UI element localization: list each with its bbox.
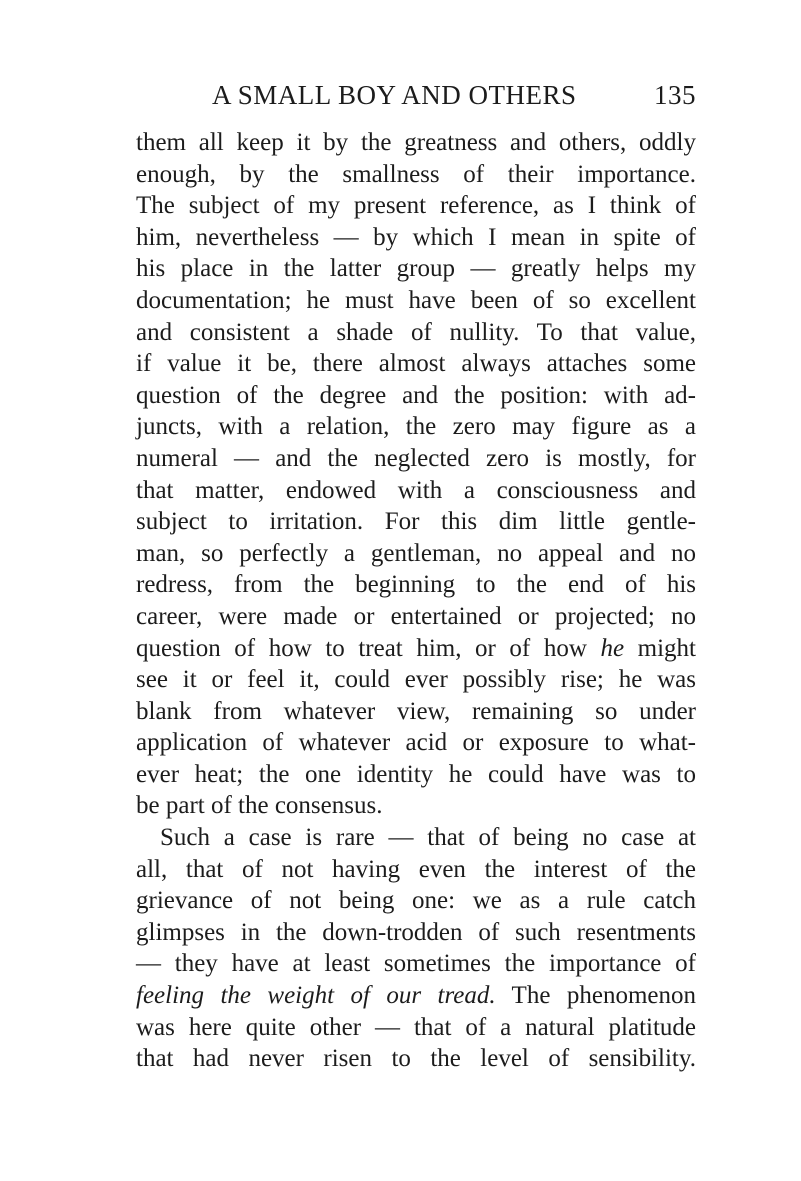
text-line: numeral — and the neglected zero is mostly, for	[136, 444, 696, 472]
text-line: and consistent a shade of nullity. To that value,	[136, 318, 696, 346]
body-text	[136, 127, 696, 1075]
text-line: career, were made or entertained or projected; no	[136, 602, 696, 630]
text-line: question of the degree and the position: with ad-	[136, 381, 696, 409]
text-line: that had never risen to the level of sensibility.	[136, 1045, 696, 1073]
text-line: juncts, with a relation, the zero may figure as a	[136, 413, 696, 441]
running-title: A SMALL BOY AND OTHERS	[212, 80, 577, 110]
italic-word: he	[600, 634, 625, 662]
text-line: if value it be, there almost always attaches some	[136, 350, 696, 378]
text-line: his place in the latter group — greatly helps my	[136, 255, 696, 283]
page-number: 135	[654, 80, 696, 110]
text-segment: might	[624, 634, 696, 662]
text-line: all, that of not having even the interest of the	[136, 855, 696, 883]
text-line: be part of the consensus.	[136, 792, 383, 820]
text-line: subject to irritation. For this dim little gentle-	[136, 508, 696, 536]
paragraph-1	[136, 127, 696, 822]
text-line: — they have at least sometimes the importance of	[136, 950, 696, 978]
text-line: was here quite other — that of a natural platitude	[136, 1013, 696, 1041]
text-line: see it or feel it, could ever possibly rise; he was	[136, 666, 696, 694]
text-line: glimpses in the down-trodden of such resentments	[136, 918, 696, 946]
text-segment: The phenomenon	[495, 982, 696, 1010]
text-line: The subject of my present reference, as I think of	[136, 192, 696, 220]
text-segment: question of how to treat him, or of how	[136, 634, 601, 662]
italic-phrase: feeling the weight of our tread.	[136, 982, 496, 1010]
text-line-with-italic	[136, 633, 696, 665]
text-line: Such a case is rare — that of being no case at	[160, 824, 696, 852]
text-line-with-italic	[136, 980, 696, 1012]
text-line: man, so perfectly a gentleman, no appeal and no	[136, 539, 696, 567]
paragraph-2	[136, 822, 696, 1075]
text-line: grievance of not being one: we as a rule catch	[136, 887, 696, 915]
text-line: redress, from the beginning to the end of his	[136, 571, 696, 599]
running-head	[136, 78, 696, 112]
text-line: blank from whatever view, remaining so under	[136, 697, 696, 725]
text-line: enough, by the smallness of their importance.	[136, 160, 696, 188]
text-line: documentation; he must have been of so excellent	[136, 286, 696, 314]
text-line: him, nevertheless — by which I mean in spite of	[136, 223, 696, 251]
text-line: them all keep it by the greatness and others, oddly	[136, 129, 696, 156]
text-line: that matter, endowed with a consciousness and	[136, 476, 696, 504]
text-line: application of whatever acid or exposure to what-	[136, 729, 696, 757]
text-line: ever heat; the one identity he could have was to	[136, 760, 696, 788]
